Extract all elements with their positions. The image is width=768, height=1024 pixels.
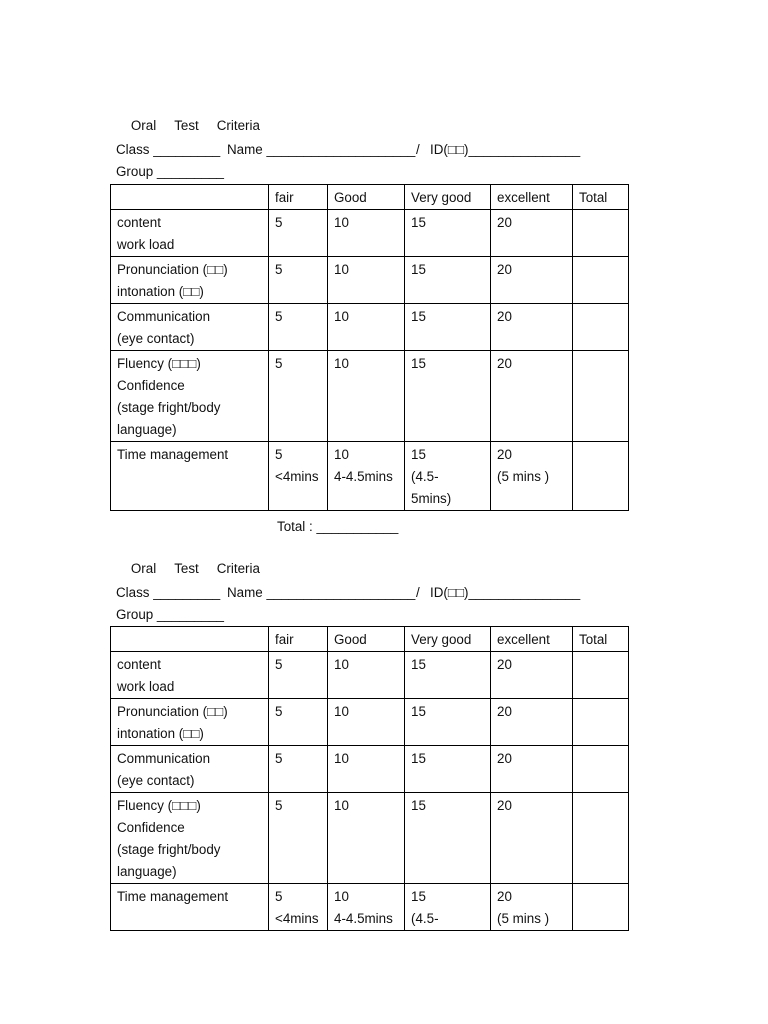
criteria-table: [110, 184, 629, 511]
table-row: [111, 210, 629, 257]
title-word: Oral: [130, 118, 157, 133]
grand-total-field[interactable]: Total : ___________: [277, 519, 399, 534]
score-cell: [491, 351, 573, 442]
score-cell: [269, 699, 328, 746]
table-row: [111, 793, 629, 884]
cell-line: 4-4.5mins: [334, 469, 393, 484]
total-cell[interactable]: [573, 699, 629, 746]
cell-line: 20: [497, 309, 512, 324]
field-separator: /: [416, 585, 420, 600]
cell-line: 20: [497, 215, 512, 230]
criterion-cell: [111, 746, 269, 793]
title-word: Criteria: [216, 118, 260, 133]
score-cell: [328, 652, 405, 699]
cell-line: <4mins: [275, 911, 319, 926]
score-cell: [491, 793, 573, 884]
cell-line: (stage fright/body: [117, 842, 221, 857]
cell-line: 5mins): [411, 491, 452, 506]
cell-line: 10: [334, 447, 349, 462]
cell-line: (5 mins ): [497, 911, 550, 926]
criterion-cell: [111, 257, 269, 304]
header-cell: fair: [269, 185, 328, 210]
score-cell: [269, 210, 328, 257]
score-cell: [405, 304, 491, 351]
cell-line: 5: [275, 309, 283, 324]
cell-line: (4.5-: [411, 469, 439, 484]
table-row: [111, 442, 629, 511]
score-cell: [328, 351, 405, 442]
score-cell: [269, 257, 328, 304]
cell-line: 10: [334, 262, 349, 277]
cell-line: content: [117, 657, 161, 672]
cell-line: Pronunciation (□□): [117, 262, 228, 277]
total-cell[interactable]: [573, 351, 629, 442]
score-cell: [328, 746, 405, 793]
cell-line: <4mins: [275, 469, 319, 484]
score-cell: [405, 652, 491, 699]
cell-line: 10: [334, 798, 349, 813]
id-field[interactable]: ID(□□)_______________: [430, 142, 581, 157]
criterion-cell: [111, 652, 269, 699]
score-cell: [328, 442, 405, 511]
cell-line: 15: [411, 751, 426, 766]
criterion-cell: [111, 304, 269, 351]
cell-line: 10: [334, 215, 349, 230]
score-cell: [491, 884, 573, 931]
cell-line: (eye contact): [117, 773, 195, 788]
score-cell: [328, 699, 405, 746]
score-cell: [491, 210, 573, 257]
cell-line: 15: [411, 215, 426, 230]
table-row: [111, 652, 629, 699]
cell-line: Time management: [117, 889, 229, 904]
field-separator: /: [416, 142, 420, 157]
score-cell: [405, 351, 491, 442]
score-cell: [328, 884, 405, 931]
cell-line: Communication: [117, 309, 211, 324]
criterion-cell: [111, 884, 269, 931]
score-cell: [405, 257, 491, 304]
form-title: [116, 539, 278, 576]
cell-line: Communication: [117, 751, 211, 766]
table-row: [111, 884, 629, 931]
score-cell: [328, 210, 405, 257]
cell-line: 20: [497, 798, 512, 813]
name-field[interactable]: Name ____________________: [227, 585, 416, 600]
score-cell: [491, 699, 573, 746]
total-cell[interactable]: [573, 746, 629, 793]
score-cell: [328, 793, 405, 884]
criterion-cell: [111, 210, 269, 257]
cell-line: 5: [275, 447, 283, 462]
cell-line: 5: [275, 262, 283, 277]
score-cell: [269, 351, 328, 442]
score-cell: [328, 257, 405, 304]
group-field[interactable]: Group _________: [116, 164, 224, 179]
cell-line: 20: [497, 704, 512, 719]
cell-line: 5: [275, 751, 283, 766]
table-header-row: [111, 185, 629, 210]
title-word: Criteria: [216, 561, 260, 576]
criterion-cell: [111, 442, 269, 511]
criterion-cell: [111, 793, 269, 884]
header-cell: Good: [328, 185, 405, 210]
cell-line: 20: [497, 356, 512, 371]
cell-line: 10: [334, 309, 349, 324]
cell-line: work load: [117, 679, 175, 694]
cell-line: (stage fright/body: [117, 400, 221, 415]
header-cell: fair: [269, 627, 328, 652]
cell-line: 20: [497, 889, 512, 904]
cell-line: 15: [411, 889, 426, 904]
cell-line: Pronunciation (□□): [117, 704, 228, 719]
score-cell: [328, 304, 405, 351]
cell-line: Confidence: [117, 378, 185, 393]
table-row: [111, 699, 629, 746]
table-header-row: [111, 627, 629, 652]
cell-line: work load: [117, 237, 175, 252]
score-cell: [491, 442, 573, 511]
score-cell: [405, 746, 491, 793]
class-field[interactable]: Class _________: [116, 585, 221, 600]
cell-line: 15: [411, 657, 426, 672]
cell-line: 10: [334, 889, 349, 904]
cell-line: 5: [275, 798, 283, 813]
cell-line: 20: [497, 751, 512, 766]
cell-line: (5 mins ): [497, 469, 550, 484]
total-cell[interactable]: [573, 652, 629, 699]
title-word: Oral: [130, 561, 157, 576]
title-word: Test: [174, 561, 199, 576]
cell-line: 5: [275, 215, 283, 230]
cell-line: (4.5-: [411, 911, 439, 926]
cell-line: 15: [411, 798, 426, 813]
header-cell: Total: [573, 627, 629, 652]
cell-line: 5: [275, 704, 283, 719]
cell-line: 15: [411, 704, 426, 719]
cell-line: language): [117, 422, 177, 437]
score-cell: [269, 746, 328, 793]
table-row: [111, 746, 629, 793]
score-cell: [405, 210, 491, 257]
cell-line: content: [117, 215, 161, 230]
cell-line: 15: [411, 262, 426, 277]
cell-line: Fluency (□□□): [117, 798, 201, 813]
cell-line: 15: [411, 447, 426, 462]
header-cell: Very good: [405, 185, 491, 210]
score-cell: [491, 304, 573, 351]
cell-line: 10: [334, 356, 349, 371]
cell-line: 10: [334, 704, 349, 719]
criterion-cell: [111, 699, 269, 746]
criteria-table: [110, 626, 629, 931]
cell-line: Fluency (□□□): [117, 356, 201, 371]
header-cell: Good: [328, 627, 405, 652]
header-cell: excellent: [491, 627, 573, 652]
criterion-cell: [111, 351, 269, 442]
score-cell: [491, 257, 573, 304]
cell-line: 10: [334, 751, 349, 766]
cell-line: 20: [497, 657, 512, 672]
cell-line: 5: [275, 889, 283, 904]
cell-line: 20: [497, 262, 512, 277]
cell-line: Confidence: [117, 820, 185, 835]
cell-line: 4-4.5mins: [334, 911, 393, 926]
cell-line: 10: [334, 657, 349, 672]
cell-line: 5: [275, 356, 283, 371]
score-cell: [491, 746, 573, 793]
name-field[interactable]: Name ____________________: [227, 142, 416, 157]
total-cell[interactable]: [573, 257, 629, 304]
table-row: [111, 304, 629, 351]
header-cell: excellent: [491, 185, 573, 210]
total-cell[interactable]: [573, 304, 629, 351]
score-cell: [405, 442, 491, 511]
score-cell: [269, 442, 328, 511]
score-cell: [405, 884, 491, 931]
header-cell: [111, 627, 269, 652]
total-cell[interactable]: [573, 442, 629, 511]
form-title: [116, 96, 278, 133]
cell-line: intonation (□□): [117, 726, 204, 741]
score-cell: [491, 652, 573, 699]
table-row: [111, 351, 629, 442]
header-cell: [111, 185, 269, 210]
score-cell: [405, 699, 491, 746]
id-field[interactable]: ID(□□)_______________: [430, 585, 581, 600]
header-cell: Total: [573, 185, 629, 210]
class-field[interactable]: Class _________: [116, 142, 221, 157]
total-cell[interactable]: [573, 884, 629, 931]
cell-line: intonation (□□): [117, 284, 204, 299]
table-row: [111, 257, 629, 304]
total-cell[interactable]: [573, 210, 629, 257]
score-cell: [269, 652, 328, 699]
score-cell: [405, 793, 491, 884]
score-cell: [269, 304, 328, 351]
cell-line: language): [117, 864, 177, 879]
title-word: Test: [174, 118, 199, 133]
total-cell[interactable]: [573, 793, 629, 884]
score-cell: [269, 884, 328, 931]
cell-line: 20: [497, 447, 512, 462]
cell-line: (eye contact): [117, 331, 195, 346]
score-cell: [269, 793, 328, 884]
header-cell: Very good: [405, 627, 491, 652]
cell-line: 5: [275, 657, 283, 672]
cell-line: Time management: [117, 447, 229, 462]
group-field[interactable]: Group _________: [116, 607, 224, 622]
cell-line: 15: [411, 356, 426, 371]
cell-line: 15: [411, 309, 426, 324]
